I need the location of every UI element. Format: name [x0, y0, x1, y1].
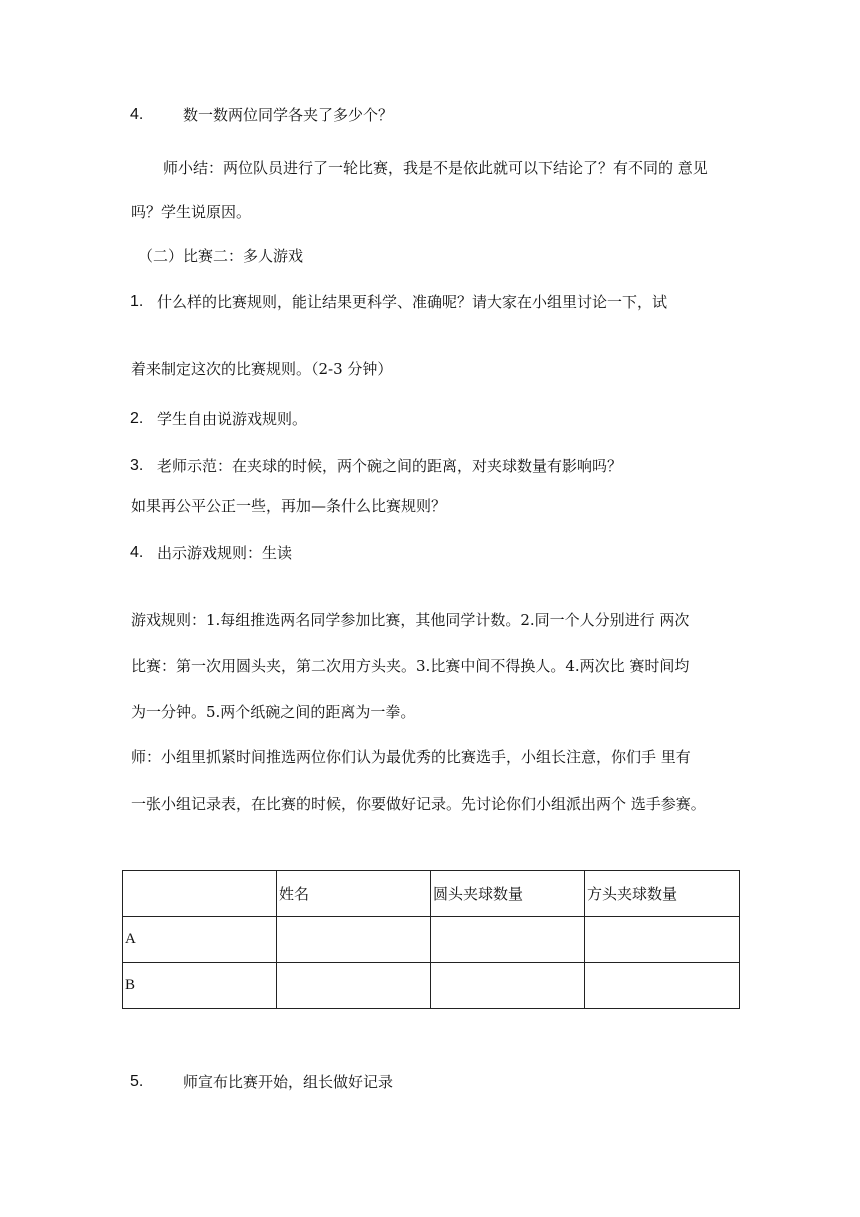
table-cell — [585, 963, 740, 1009]
item-number: 5. — [130, 1073, 144, 1090]
table-header-row — [123, 871, 740, 917]
item-text: 师宣布比赛开始，组长做好记录 — [183, 1073, 394, 1091]
table-header-cell: 姓名 — [277, 871, 431, 917]
record-table — [122, 870, 740, 1009]
table-cell: B — [123, 963, 277, 1009]
table-header-cell: 圆头夹球数量 — [431, 871, 585, 917]
item-text: 老师示范：在夹球的时候，两个碗之间的距离，对夹球数量有影响吗？ — [157, 457, 623, 475]
table-row — [123, 917, 740, 963]
item-text: 出示游戏规则：生读 — [157, 544, 293, 562]
item-number: 1. — [130, 293, 144, 310]
table-cell — [277, 917, 431, 963]
item-text: 数一数两位同学各夹了多少个？ — [183, 106, 394, 124]
table-cell: A — [123, 917, 277, 963]
item-number: 3. — [130, 457, 144, 474]
item-text: 学生自由说游戏规则。 — [157, 410, 308, 428]
table-cell — [431, 917, 585, 963]
table-cell — [431, 963, 585, 1009]
document-page: 4. 数一数两位同学各夹了多少个？ 师小结：两位队员进行了一轮比赛，我是不是依此就可以下结论了？有不同的 意见 吗？学生说原因。 （二）比赛二：多人游戏 1. 什么样的比赛规则，能让结果更科学、准确呢？请大家在小组里讨论一下，试 着来制定这次的比赛规则。（2-3 分钟） 2. 学生自由说游戏规则。 3. 老师示范：在夹球的时候，两个碗之间的距离，对夹球数量有影响吗？ 如果再公平公正一些，再加—条什么比赛规则？ 4. 出示游戏规则：生读 游戏规则：1.每组推选两名同学参加比赛，其他同学计数。2.同一个人分别进行 两次 比赛：第一次用圆头夹，第二次用方头夹。3.比赛中间不得换人。4.两次比 赛时间均 为一分钟。5.两个纸碗之间的距离为一拳。 师：小组里抓紧时间推选两位你们认为最优秀的比赛选手，小组长注意，你们手 里有 一张小组记录表，在比赛的时候，你要做好记录。先讨论你们小组派出两个 选手参赛。 姓名 圆头夹球数量 方头夹球数量 A B 5. 师宣布比赛开始，组长做好记录 — [0, 0, 860, 1217]
table-row — [123, 963, 740, 1009]
item-number: 4. — [130, 106, 144, 123]
item-number: 2. — [130, 410, 144, 427]
item-number: 4. — [130, 544, 144, 561]
table-cell — [277, 963, 431, 1009]
table-cell — [585, 917, 740, 963]
item-text: 什么样的比赛规则，能让结果更科学、准确呢？请大家在小组里讨论一下，试 — [157, 293, 668, 311]
table-header-cell: 方头夹球数量 — [585, 871, 740, 917]
table-header-cell — [123, 871, 277, 917]
